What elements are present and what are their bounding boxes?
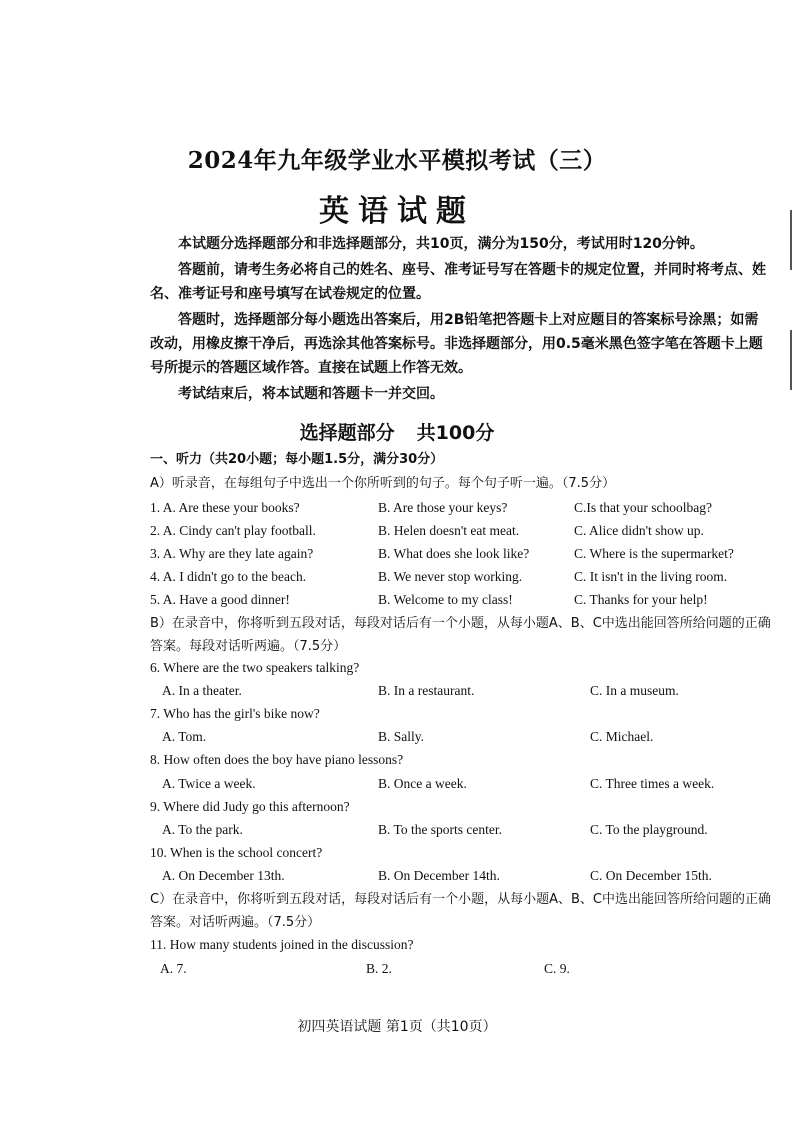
options-10 xyxy=(162,868,782,890)
option-a: 2. A. Cindy can't play football. xyxy=(150,523,316,538)
question-row-5 xyxy=(150,592,790,614)
question-row-1 xyxy=(150,500,790,522)
partA-instruction: A）听录音，在每组句子中选出一个你所听到的句子。每个句子听一遍。（7.5分） xyxy=(150,476,616,491)
options-8 xyxy=(162,776,782,798)
instruction-4: 考试结束后，将本试题和答题卡一并交回。 xyxy=(178,386,444,402)
option-c: C. 9. xyxy=(544,961,570,976)
section-name: 选择题部分 xyxy=(299,422,395,444)
option-a: A. Twice a week. xyxy=(162,776,256,791)
option-c: C. It isn't in the living room. xyxy=(574,569,728,584)
scan-edge-mark xyxy=(790,210,792,270)
instruction-2: 答题前，请考生务必将自己的姓名、座号、准考证号写在答题卡的规定位置，并同时将考点、姓名、准考证号和座号填写在试卷规定的位置。 xyxy=(150,262,766,302)
option-a: 3. A. Why are they late again? xyxy=(150,546,314,561)
partC-instruction: C）在录音中，你将听到五段对话，每段对话后有一个小题，从每小题A、B、C中选出能回答所给问题的正确答案。对话听两遍。（7.5分） xyxy=(150,892,771,930)
option-c: C. To the playground. xyxy=(590,822,708,837)
part1-title: 一、听力（共20小题；每小题1.5分，满分30分） xyxy=(150,452,444,467)
options-9 xyxy=(162,822,782,844)
option-b: B. Sally. xyxy=(378,729,425,744)
option-c: C. Where is the supermarket? xyxy=(574,546,734,561)
scan-edge-mark xyxy=(790,330,792,390)
question-row-3 xyxy=(150,546,790,568)
option-b: B. We never stop working. xyxy=(378,569,523,584)
question-9: 9. Where did Judy go this afternoon? xyxy=(150,799,350,814)
options-11 xyxy=(160,961,780,983)
instruction-3: 答题时，选择题部分每小题选出答案后，用2B铅笔把答题卡上对应题目的答案标号涂黑；如需改动，用橡皮擦干净后，再选涂其他答案标号。非选择题部分，用0.5毫米黑色签字笔在答题卡上题号所提示的答题区域作答。直接在试题上作答无效。 xyxy=(150,312,763,376)
option-c: C. On December 15th. xyxy=(590,868,712,883)
option-a: A. In a theater. xyxy=(162,683,242,698)
option-b: B. In a restaurant. xyxy=(378,683,475,698)
option-b: B. To the sports center. xyxy=(378,822,503,837)
option-a: A. Tom. xyxy=(162,729,207,744)
option-c: C. Three times a week. xyxy=(590,776,715,791)
option-a: 4. A. I didn't go to the beach. xyxy=(150,569,307,584)
question-10: 10. When is the school concert? xyxy=(150,845,323,860)
section-score: 共100分 xyxy=(416,422,495,444)
option-a: A. On December 13th. xyxy=(162,868,285,883)
option-b: B. On December 14th. xyxy=(378,868,500,883)
option-b: B. 2. xyxy=(366,961,392,976)
option-a: A. To the park. xyxy=(162,822,243,837)
option-b: B. Once a week. xyxy=(378,776,467,791)
exam-title: 2024年九年级学业水平模拟考试（三） xyxy=(187,147,607,174)
question-6: 6. Where are the two speakers talking? xyxy=(150,660,360,675)
option-c: C. Michael. xyxy=(590,729,654,744)
question-8: 8. How often does the boy have piano lessons? xyxy=(150,752,404,767)
option-c: C. In a museum. xyxy=(590,683,679,698)
option-a: A. 7. xyxy=(160,961,187,976)
subject-title: 英语试题 xyxy=(319,194,475,229)
option-c: C.Is that your schoolbag? xyxy=(574,500,712,515)
page-footer: 初四英语试题 第1页（共10页） xyxy=(297,1019,497,1035)
section-heading xyxy=(0,418,794,445)
option-a: 5. A. Have a good dinner! xyxy=(150,592,290,607)
question-row-2 xyxy=(150,523,790,545)
option-a: 1. A. Are these your books? xyxy=(150,500,300,515)
option-c: C. Alice didn't show up. xyxy=(574,523,704,538)
options-6 xyxy=(162,683,782,705)
options-7 xyxy=(162,729,782,751)
instruction-1: 本试题分选择题部分和非选择题部分，共10页，满分为150分，考试用时120分钟。 xyxy=(178,236,704,252)
question-11: 11. How many students joined in the discussion? xyxy=(150,937,414,952)
partB-instruction: B）在录音中，你将听到五段对话，每段对话后有一个小题，从每小题A、B、C中选出能回答所给问题的正确答案。每段对话听两遍。（7.5分） xyxy=(150,616,771,654)
question-row-4 xyxy=(150,569,790,591)
option-c: C. Thanks for your help! xyxy=(574,592,708,607)
option-b: B. Are those your keys? xyxy=(378,500,508,515)
question-7: 7. Who has the girl's bike now? xyxy=(150,706,320,721)
option-b: B. What does she look like? xyxy=(378,546,530,561)
option-b: B. Helen doesn't eat meat. xyxy=(378,523,520,538)
option-b: B. Welcome to my class! xyxy=(378,592,513,607)
